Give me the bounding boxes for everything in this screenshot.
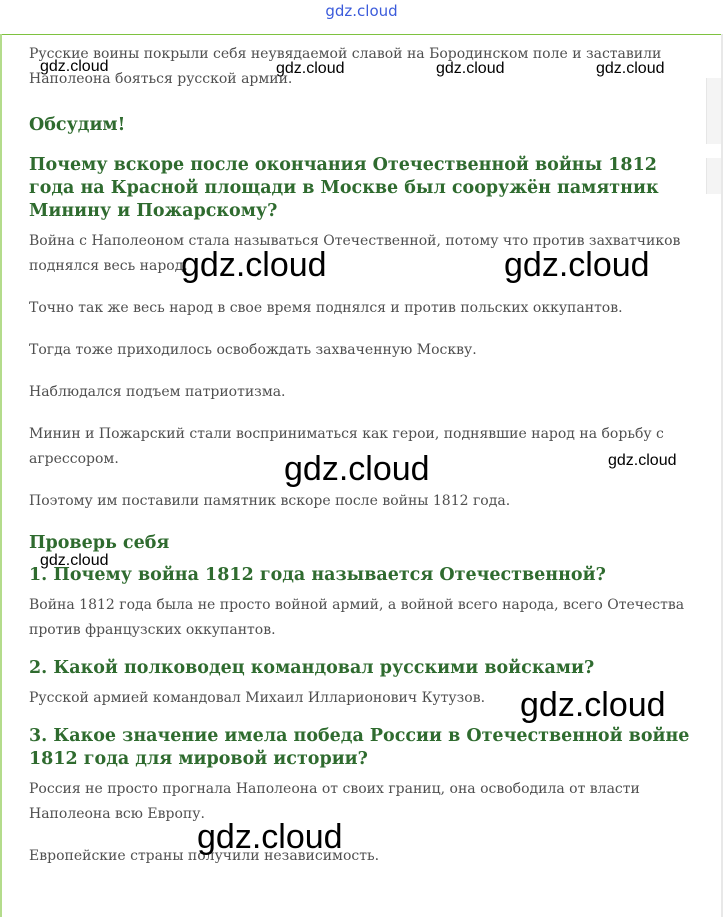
answer-paragraph: Точно так же весь народ в свое время поднялся и против польских оккупантов. <box>29 300 623 316</box>
watermark: gdz.cloud <box>181 246 327 284</box>
watermark: gdz.cloud <box>40 58 109 75</box>
watermark: gdz.cloud <box>284 450 430 488</box>
discuss-question: Почему вскоре после окончания Отечественной войны 1812 года на Красной площади в Москве был сооружён памятник Минину и Пожарскому? <box>29 155 659 221</box>
answer-paragraph: Русской армией командовал Михаил Илларионович Кутузов. <box>29 690 486 706</box>
answer-paragraph: Поэтому им поставили памятник вскоре после войны 1812 года. <box>29 493 511 509</box>
watermark: gdz.cloud <box>197 818 343 856</box>
watermark: gdz.cloud <box>276 60 345 77</box>
watermark: gdz.cloud <box>504 246 650 284</box>
check-question: 2. Какой полководец командовал русскими войсками? <box>29 658 595 678</box>
watermark: gdz.cloud <box>596 60 665 77</box>
site-brand[interactable]: gdz.cloud <box>325 2 398 20</box>
answer-paragraph: Наблюдался подъем патриотизма. <box>29 384 286 400</box>
watermark: gdz.cloud <box>608 452 677 469</box>
check-heading: Проверь себя <box>29 533 170 553</box>
watermark: gdz.cloud <box>40 552 109 569</box>
answer-paragraph: Тогда тоже приходилось освобождать захваченную Москву. <box>29 342 477 358</box>
left-border <box>0 34 2 917</box>
answer-paragraph: Война с Наполеоном стала называться Отечественной, потому что против захватчиков поднялся весь народ. <box>29 233 681 274</box>
discuss-heading: Обсудим! <box>29 115 126 135</box>
answer-paragraph: Минин и Пожарский стали восприниматься как герои, поднявшие народ на борьбу с агрессором. <box>29 426 664 467</box>
answer-paragraph: Европейские страны получили независимость. <box>29 848 380 864</box>
check-question: 3. Какое значение имела победа России в Отечественной войне 1812 года для мировой истории? <box>29 726 690 769</box>
check-question: 1. Почему война 1812 года называется Отечественной? <box>29 565 606 585</box>
answer-paragraph: Россия не просто прогнала Наполеона от своих границ, она освободила от власти Наполеона всю Европу. <box>29 781 640 822</box>
side-tab[interactable] <box>706 78 721 144</box>
intro-paragraph: Русские воины покрыли себя неувядаемой славой на Бородинском поле и заставили Наполеона бояться русской армии. <box>29 46 662 87</box>
watermark: gdz.cloud <box>520 686 666 724</box>
watermark: gdz.cloud <box>436 60 505 77</box>
side-tab[interactable] <box>706 158 721 194</box>
answer-paragraph: Война 1812 года была не просто войной армий, а войной всего народа, всего Отечества против французских оккупантов. <box>29 597 685 638</box>
